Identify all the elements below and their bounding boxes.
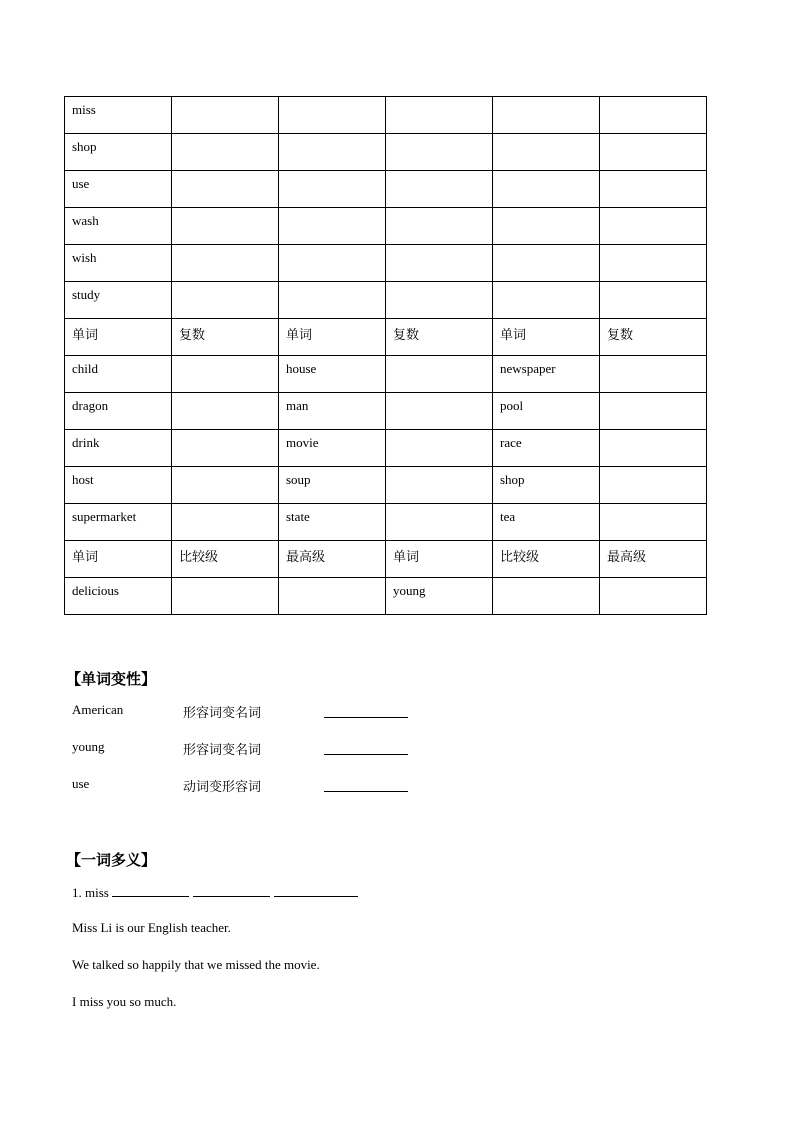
table-answer-cell[interactable]	[600, 578, 707, 615]
table-word-cell: newspaper	[493, 356, 600, 393]
table-answer-cell[interactable]	[600, 171, 707, 208]
table-row	[65, 467, 707, 504]
table-answer-cell[interactable]	[493, 97, 600, 134]
table-answer-cell[interactable]	[600, 245, 707, 282]
table-row	[65, 504, 707, 541]
table-word-cell: tea	[493, 504, 600, 541]
table-answer-cell[interactable]	[386, 97, 493, 134]
table-word-cell: wish	[65, 245, 172, 282]
table-answer-cell[interactable]	[279, 134, 386, 171]
table-answer-cell[interactable]	[386, 504, 493, 541]
table-word-cell: delicious	[65, 578, 172, 615]
table-word-cell: shop	[65, 134, 172, 171]
table-row	[65, 393, 707, 430]
table-answer-cell[interactable]	[279, 282, 386, 319]
table-answer-cell[interactable]	[386, 245, 493, 282]
table-row	[65, 541, 707, 578]
table-answer-cell[interactable]	[600, 504, 707, 541]
table-answer-cell[interactable]	[279, 208, 386, 245]
word-change-item	[72, 776, 432, 796]
table-header-cell: 单词	[386, 541, 493, 578]
table-row	[65, 578, 707, 615]
table-row	[65, 319, 707, 356]
table-answer-cell[interactable]	[386, 134, 493, 171]
table-answer-cell[interactable]	[600, 467, 707, 504]
table-answer-cell[interactable]	[279, 578, 386, 615]
table-header-cell: 单词	[65, 541, 172, 578]
answer-blank[interactable]	[274, 883, 358, 897]
table-word-cell: supermarket	[65, 504, 172, 541]
table-word-cell: study	[65, 282, 172, 319]
word-change-title: 【单词变性】	[66, 670, 157, 688]
table-word-cell: pool	[493, 393, 600, 430]
table-header-cell: 单词	[65, 319, 172, 356]
table-answer-cell[interactable]	[172, 208, 279, 245]
table-answer-cell[interactable]	[386, 282, 493, 319]
table-word-cell: young	[386, 578, 493, 615]
table-row	[65, 134, 707, 171]
word-change-type: 形容词变名词	[183, 743, 262, 758]
word-change-word: use	[72, 776, 90, 791]
answer-blank[interactable]	[324, 754, 408, 755]
table-word-cell: host	[65, 467, 172, 504]
table-answer-cell[interactable]	[172, 282, 279, 319]
table-answer-cell[interactable]	[172, 97, 279, 134]
table-answer-cell[interactable]	[600, 356, 707, 393]
table-header-cell: 比较级	[172, 541, 279, 578]
table-answer-cell[interactable]	[279, 97, 386, 134]
table-answer-cell[interactable]	[279, 245, 386, 282]
table-word-cell: shop	[493, 467, 600, 504]
table-header-cell: 复数	[386, 319, 493, 356]
table-answer-cell[interactable]	[493, 208, 600, 245]
table-answer-cell[interactable]	[172, 134, 279, 171]
table-word-cell: dragon	[65, 393, 172, 430]
answer-blank[interactable]	[324, 717, 408, 718]
word-change-type: 动词变形容词	[183, 780, 262, 795]
word-change-word: young	[72, 739, 105, 754]
table-row	[65, 356, 707, 393]
vocabulary-table	[64, 96, 707, 615]
table-word-cell: movie	[279, 430, 386, 467]
table-word-cell: child	[65, 356, 172, 393]
table-header-cell: 单词	[279, 319, 386, 356]
table-row	[65, 171, 707, 208]
word-change-word: American	[72, 702, 124, 717]
table-answer-cell[interactable]	[386, 208, 493, 245]
table-word-cell: race	[493, 430, 600, 467]
table-answer-cell[interactable]	[600, 282, 707, 319]
polysemy-title: 【一词多义】	[66, 851, 157, 869]
table-row	[65, 430, 707, 467]
table-header-cell: 复数	[600, 319, 707, 356]
table-word-cell: miss	[65, 97, 172, 134]
answer-blank[interactable]	[324, 791, 408, 792]
table-answer-cell[interactable]	[172, 356, 279, 393]
table-answer-cell[interactable]	[172, 171, 279, 208]
table-answer-cell[interactable]	[493, 282, 600, 319]
table-answer-cell[interactable]	[172, 467, 279, 504]
table-answer-cell[interactable]	[172, 578, 279, 615]
table-answer-cell[interactable]	[600, 208, 707, 245]
polysemy-item	[72, 883, 362, 901]
table-answer-cell[interactable]	[493, 134, 600, 171]
answer-blank[interactable]	[112, 883, 189, 897]
table-answer-cell[interactable]	[386, 171, 493, 208]
table-answer-cell[interactable]	[386, 393, 493, 430]
table-answer-cell[interactable]	[386, 467, 493, 504]
table-header-cell: 复数	[172, 319, 279, 356]
answer-blank[interactable]	[193, 883, 270, 897]
table-row	[65, 208, 707, 245]
word-change-item	[72, 702, 432, 722]
table-word-cell: drink	[65, 430, 172, 467]
table-answer-cell[interactable]	[386, 430, 493, 467]
table-answer-cell[interactable]	[600, 393, 707, 430]
table-answer-cell[interactable]	[172, 245, 279, 282]
word-change-item	[72, 739, 432, 759]
table-word-cell: man	[279, 393, 386, 430]
table-answer-cell[interactable]	[600, 430, 707, 467]
example-sentence: Miss Li is our English teacher.	[72, 920, 231, 935]
table-word-cell: house	[279, 356, 386, 393]
table-header-cell: 单词	[493, 319, 600, 356]
table-answer-cell[interactable]	[493, 578, 600, 615]
table-answer-cell[interactable]	[600, 134, 707, 171]
word-change-type: 形容词变名词	[183, 706, 262, 721]
table-header-cell: 比较级	[493, 541, 600, 578]
table-word-cell: state	[279, 504, 386, 541]
table-header-cell: 最高级	[600, 541, 707, 578]
table-word-cell: soup	[279, 467, 386, 504]
table-answer-cell[interactable]	[172, 504, 279, 541]
table-row	[65, 245, 707, 282]
table-answer-cell[interactable]	[386, 356, 493, 393]
table-row	[65, 282, 707, 319]
example-sentence: I miss you so much.	[72, 994, 177, 1009]
table-row	[65, 97, 707, 134]
table-answer-cell[interactable]	[493, 245, 600, 282]
table-answer-cell[interactable]	[600, 97, 707, 134]
table-answer-cell[interactable]	[172, 430, 279, 467]
table-answer-cell[interactable]	[279, 171, 386, 208]
polysemy-item-label: 1. miss	[72, 885, 109, 900]
example-sentence: We talked so happily that we missed the movie.	[72, 957, 320, 972]
table-answer-cell[interactable]	[493, 171, 600, 208]
table-word-cell: use	[65, 171, 172, 208]
table-answer-cell[interactable]	[172, 393, 279, 430]
table-header-cell: 最高级	[279, 541, 386, 578]
table-word-cell: wash	[65, 208, 172, 245]
